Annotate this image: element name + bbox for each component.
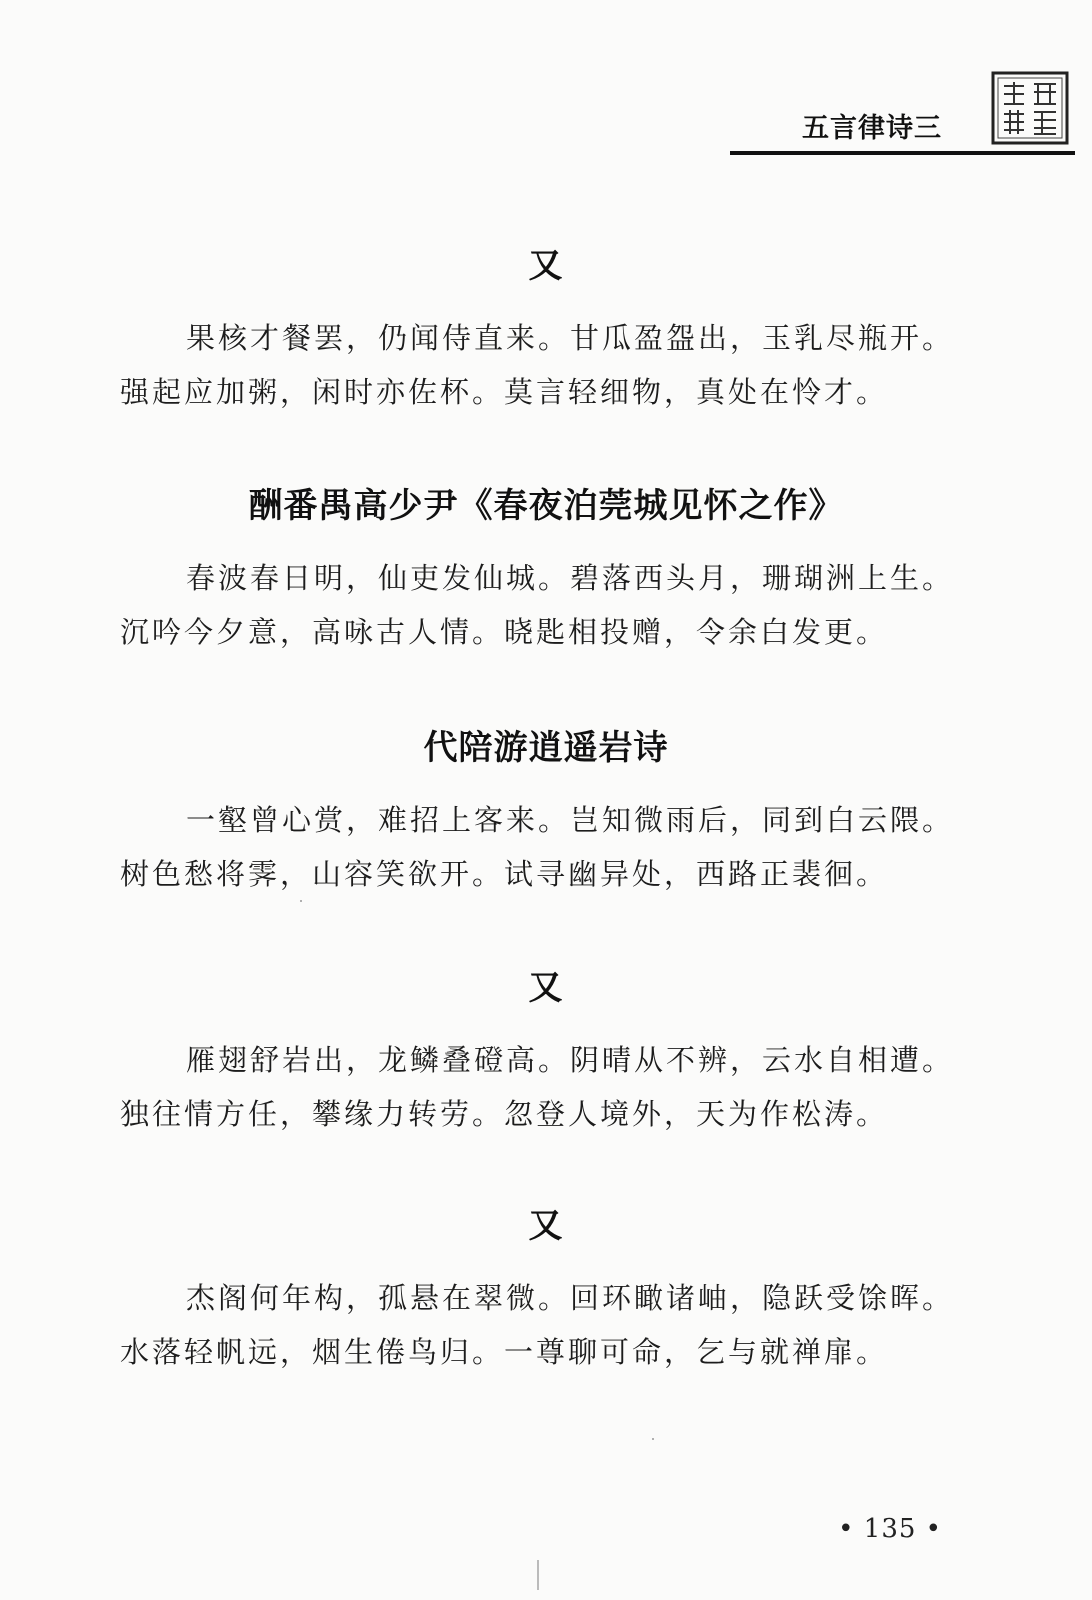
running-head: 五言律诗三	[802, 113, 942, 144]
poem-line: 水落轻帆远，烟生倦鸟归。一尊聊可命，乞与就禅扉。	[120, 1335, 889, 1369]
poem-line: 强起应加粥，闲时亦佐杯。莫言轻细物，真处在怜才。	[120, 375, 889, 409]
poem-line: 果核才餐罢，仍闻侍直来。甘瓜盈盌出，玉乳尽瓶开。	[186, 321, 955, 355]
page-header	[0, 0, 1092, 170]
poem-line: 杰阁何年构，孤悬在翠微。回环瞰诸岫，隐跃受馀晖。	[186, 1281, 955, 1315]
poem-title: 酬番禺高少尹《春夜泊莞城见怀之作》	[248, 486, 844, 526]
poem-title: 代陪游逍遥岩诗	[423, 728, 669, 768]
poem-line: 沉吟今夕意，高咏古人情。晓匙相投赠，令余白发更。	[120, 615, 889, 649]
poem-title: 又	[528, 246, 564, 286]
header-rule	[730, 151, 1075, 155]
poem-line: 春波春日明，仙吏发仙城。碧落西头月，珊瑚洲上生。	[186, 561, 955, 595]
poem-line: 一壑曾心赏，难招上客来。岂知微雨后，同到白云隈。	[186, 803, 955, 837]
scan-speck	[300, 900, 302, 902]
poem-line: 树色愁将霁，山容笑欲开。试寻幽异处，西路正裴徊。	[120, 857, 889, 891]
page-number: • 135 •	[838, 1514, 942, 1544]
poem-line: 独往情方任，攀缘力转劳。忽登人境外，天为作松涛。	[120, 1097, 889, 1131]
scan-mark	[537, 1560, 539, 1590]
poem-title: 又	[528, 968, 564, 1008]
poem-line: 雁翅舒岩出，龙鳞叠磴高。阴晴从不辨，云水自相遭。	[186, 1043, 955, 1077]
seal-stamp-icon	[990, 70, 1070, 146]
scan-speck	[652, 1438, 654, 1440]
poem-title: 又	[528, 1206, 564, 1246]
